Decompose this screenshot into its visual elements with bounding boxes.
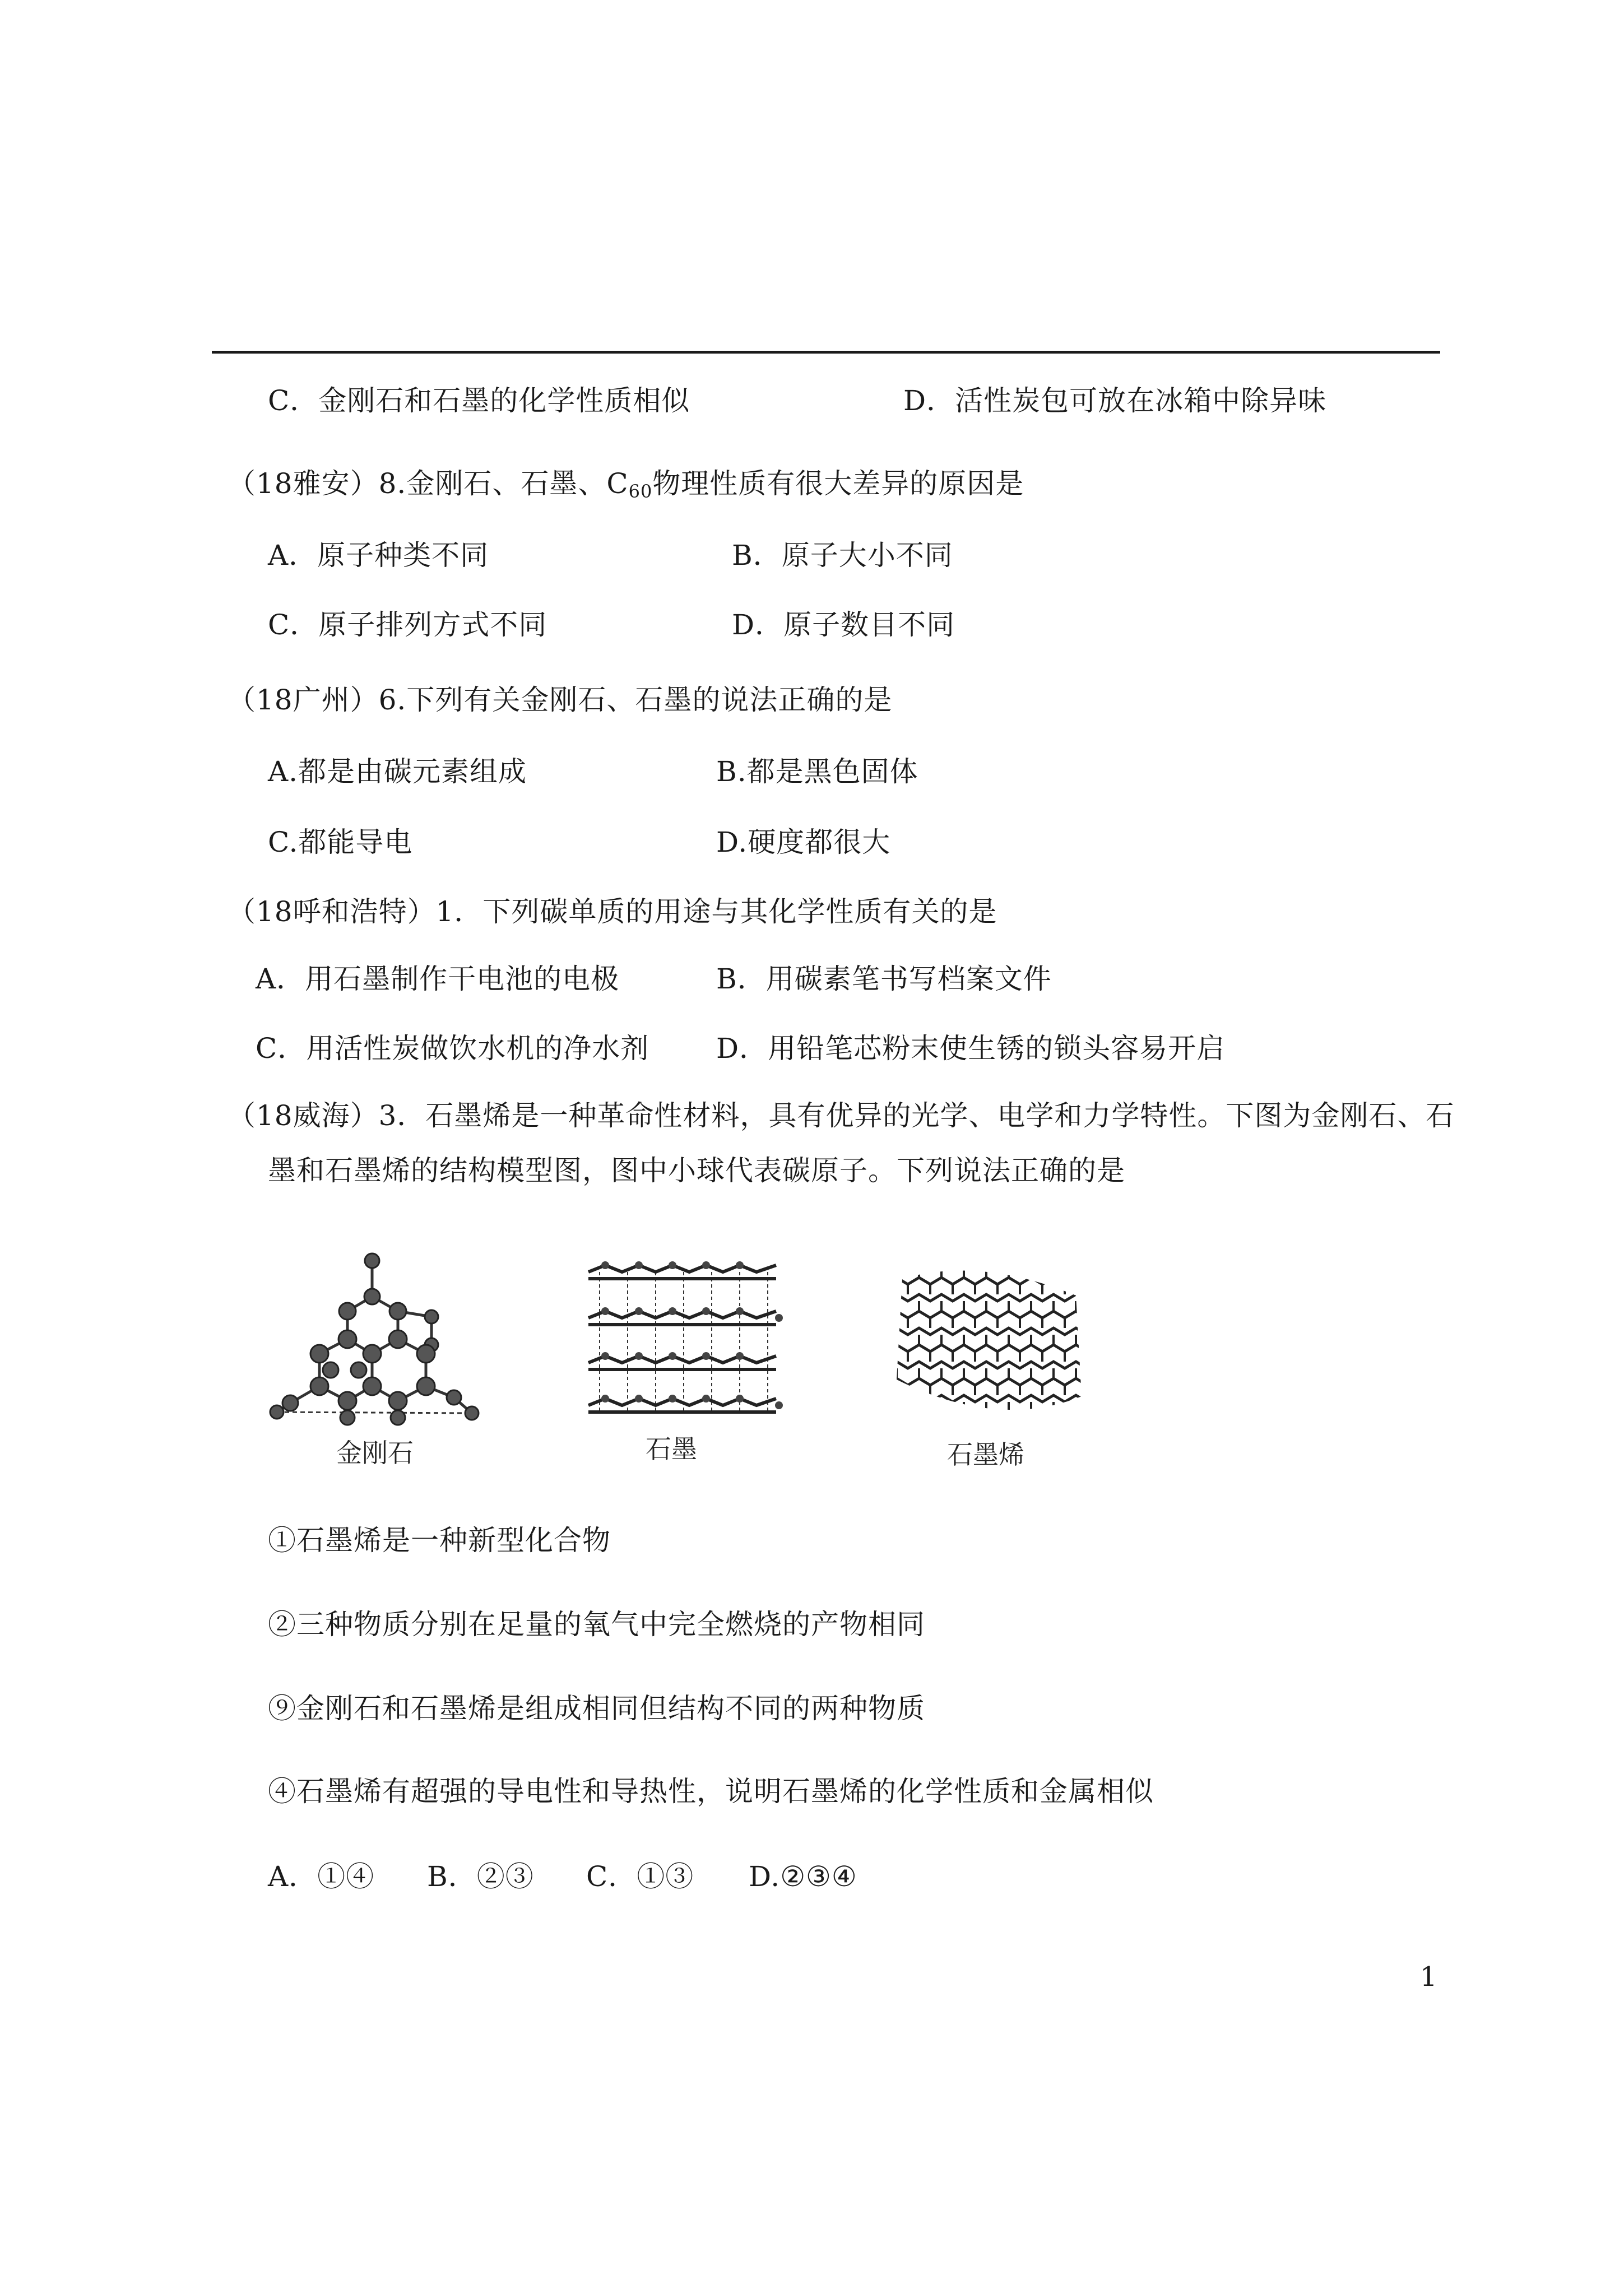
question-hohhot-stem: （18呼和浩特）1．下列碳单质的用途与其化学性质有关的是 [228,895,997,928]
graphite-structure-figure [583,1255,785,1423]
question-weihai-option-a: A．①④ [268,1860,375,1893]
question-yaan-stem [228,466,1024,509]
question-yaan-option-b: B．原子大小不同 [732,539,953,572]
question-guangzhou-stem: （18广州）6.下列有关金刚石、石墨的说法正确的是 [228,684,893,716]
question-guangzhou-option-a: A.都是由碳元素组成 [268,755,527,788]
question-hohhot-option-b: B．用碳素笔书写档案文件 [716,963,1052,995]
diamond-label: 金刚石 [336,1438,414,1468]
statement-4: ④石墨烯有超强的导电性和导热性，说明石墨烯的化学性质和金属相似 [268,1775,1154,1808]
c60-subscript: 60 [628,481,653,502]
question-weihai-option-c: C．①③ [586,1860,694,1893]
question-weihai-option-b: B．②③ [427,1860,534,1893]
question-guangzhou-option-b: B.都是黑色固体 [716,755,918,788]
prev-option-c: C．金刚石和石墨的化学性质相似 [268,384,690,417]
question-yaan-stem-after: 物理性质有很大差异的原因是 [652,467,1024,500]
prev-option-d: D．活性炭包可放在冰箱中除异味 [903,384,1327,417]
question-yaan-option-c: C．原子排列方式不同 [268,609,547,641]
question-weihai-stem-line2: 墨和石墨烯的结构模型图，图中小球代表碳原子。下列说法正确的是 [268,1154,1125,1187]
question-yaan-option-d: D．原子数目不同 [732,609,955,641]
question-weihai-option-d: D.②③④ [749,1860,857,1893]
graphene-structure-figure [885,1262,1087,1424]
statement-3: ⑨金刚石和石墨烯是组成相同但结构不同的两种物质 [268,1692,925,1725]
graphite-label: 石墨 [646,1434,697,1464]
question-guangzhou-option-d: D.硬度都很大 [716,826,891,858]
question-hohhot-option-d: D．用铅笔芯粉末使生锈的锁头容易开启 [716,1032,1226,1065]
question-yaan-stem-before: （18雅安）8.金刚石、石墨、C [228,467,629,500]
question-hohhot-option-c: C．用活性炭做饮水机的净水剂 [256,1032,649,1065]
graphene-label: 石墨烯 [947,1439,1024,1470]
question-hohhot-option-a: A．用石墨制作干电池的电极 [256,963,620,995]
question-guangzhou-option-c: C.都能导电 [268,826,413,858]
header-rule [212,351,1440,354]
statement-1: ①石墨烯是一种新型化合物 [268,1524,611,1557]
page-number: 1 [1420,1961,1437,1993]
question-yaan-option-a: A．原子种类不同 [268,539,489,572]
diamond-structure-figure [263,1250,488,1434]
question-weihai-stem-line1: （18威海）3．石墨烯是一种革命性材料，具有优异的光学、电学和力学特性。下图为金刚石、石 [228,1099,1455,1132]
statement-2: ②三种物质分别在足量的氧气中完全燃烧的产物相同 [268,1608,925,1641]
